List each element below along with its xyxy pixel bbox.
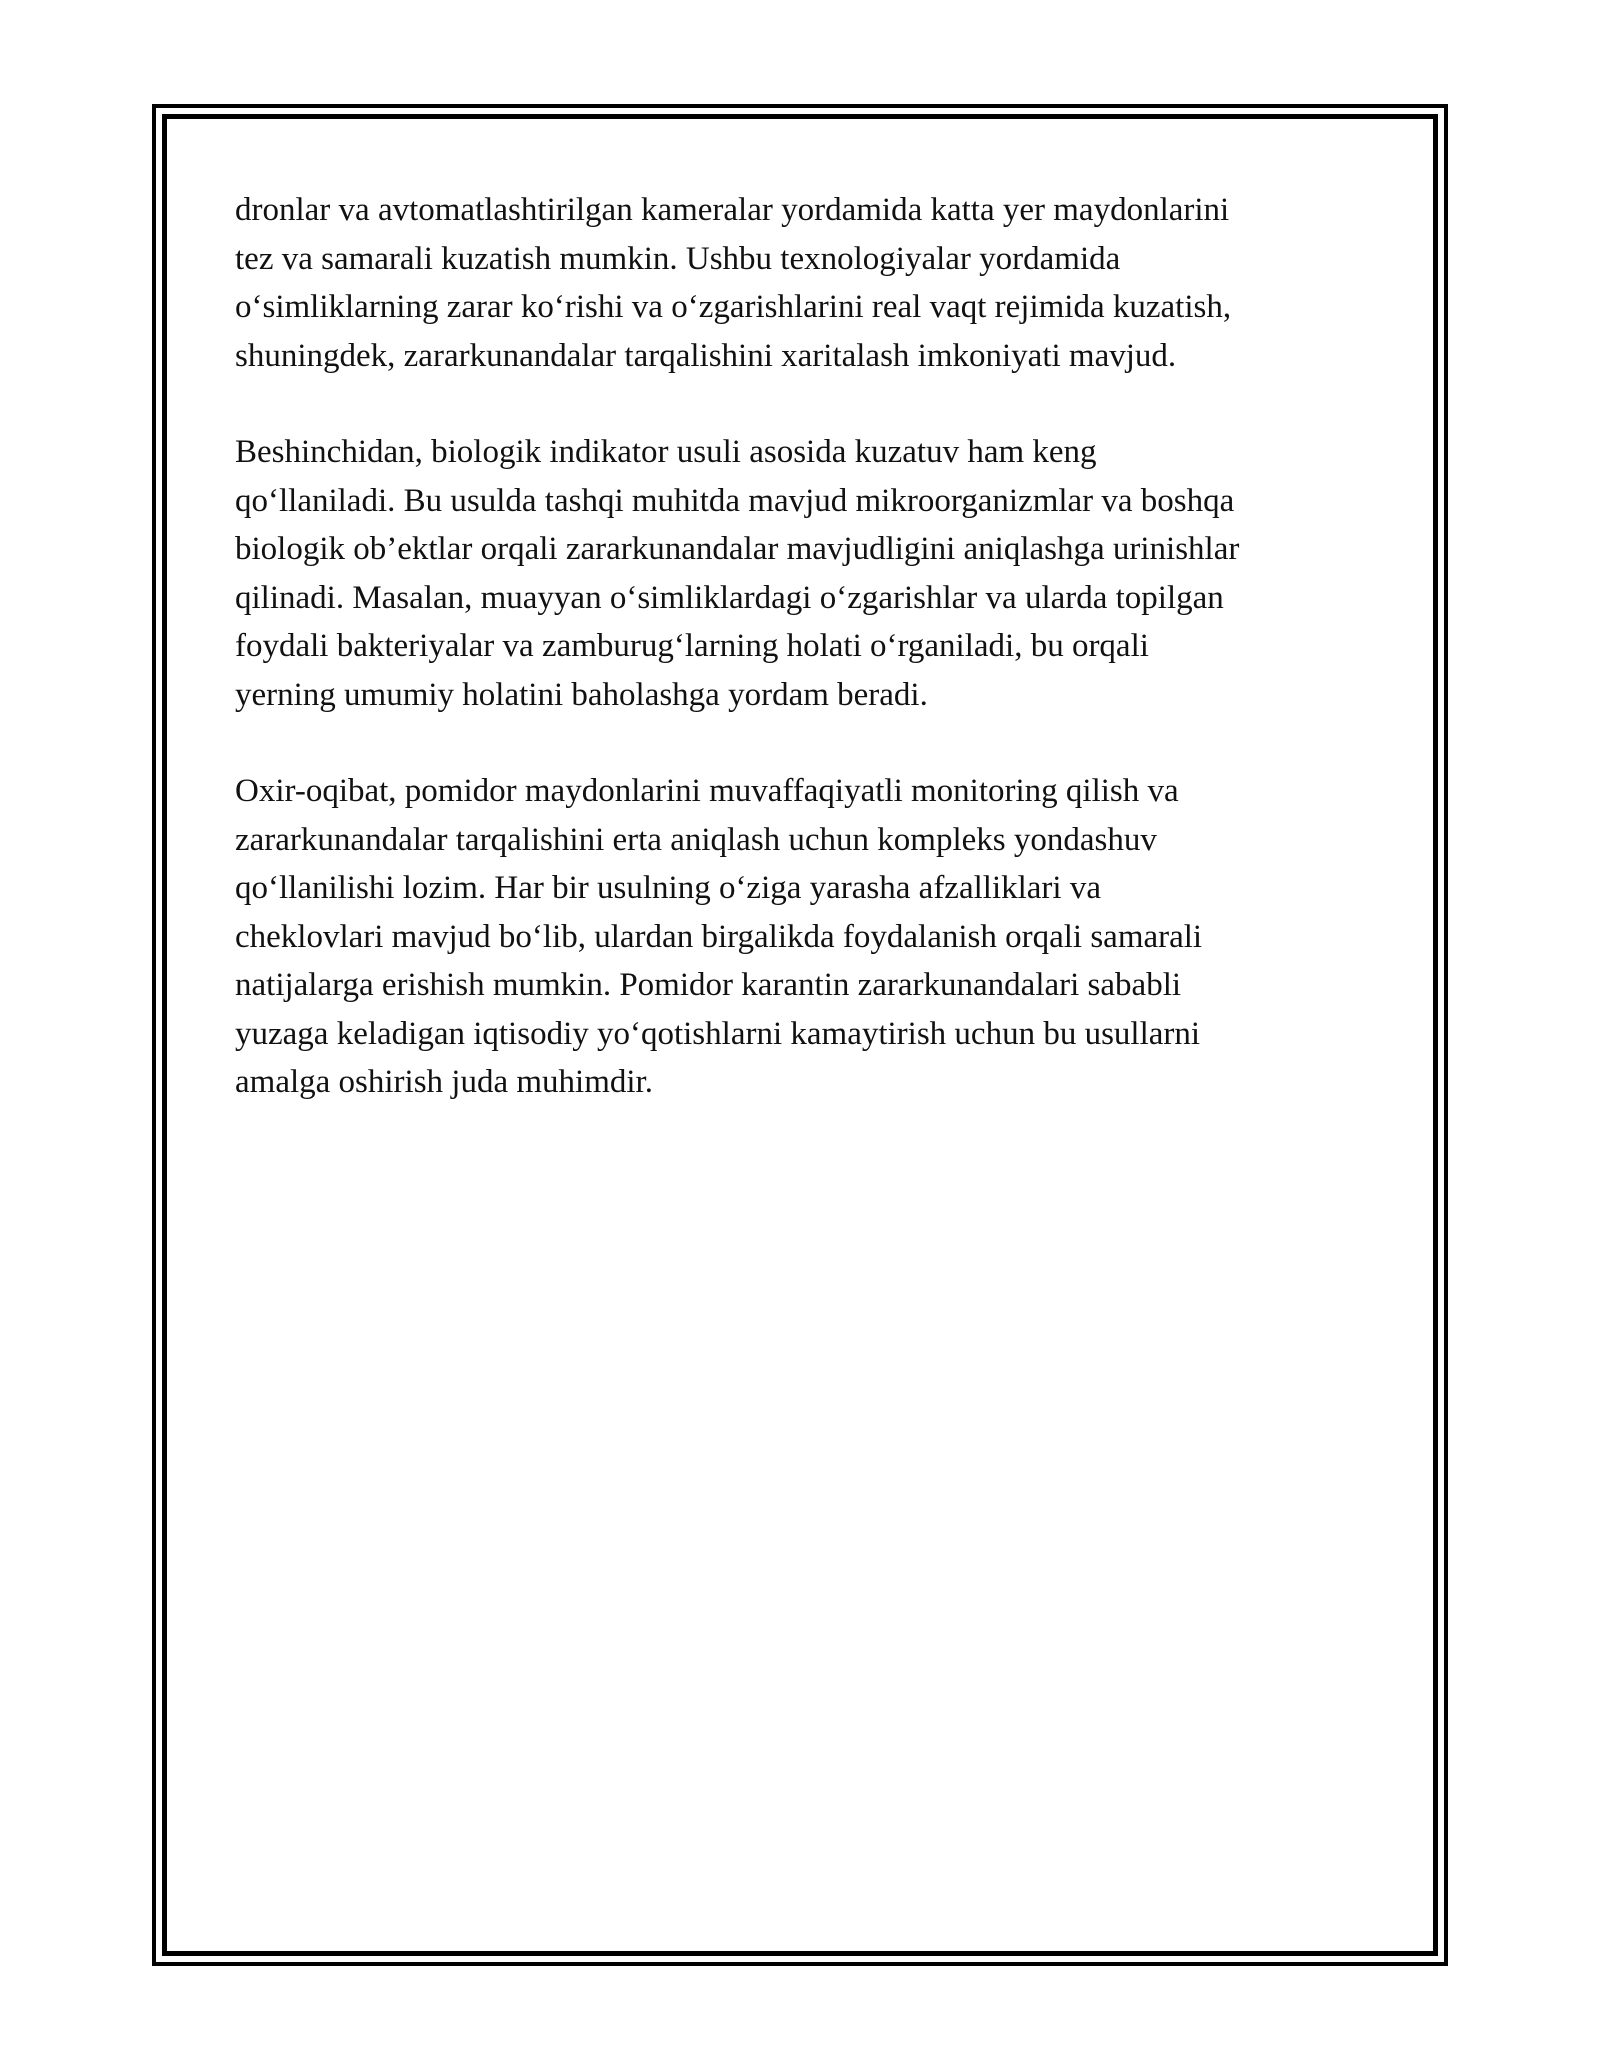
paragraph-3: Oxir-oqibat, pomidor maydonlarini muvaffaqiyatli monitoring qilish va zararkunandalar tarqalishini erta aniqlash uchun kompleks yondashuv qo‘llanilishi lozim. Har bir usulning o‘ziga yarasha afzalliklari va cheklovlari mavjud bo‘lib, ulardan birgalikda foydalanish orqali samarali natijalarga erishish mumkin. Pomidor karantin zararkunandalari sababli yuzaga keladigan iqtisodiy yo‘qotishlarni kamaytirish uchun bu usullarni amalga oshirish juda muhimdir. (235, 773, 1203, 1100)
paragraph-1: dronlar va avtomatlashtirilgan kameralar yordamida katta yer maydonlarini tez va samarali kuzatish mumkin. Ushbu texnologiyalar yordamida o‘simliklarning zarar ko‘rishi va o‘zgarishlarini real vaqt rejimida kuzatish, shuningdek, zararkunandalar tarqalishini xaritalash imkoniyati mavjud. (235, 192, 1232, 374)
document-body (235, 186, 1365, 1155)
paragraph-2: Beshinchidan, biologik indikator usuli asosida kuzatuv ham keng qo‘llaniladi. Bu usulda tashqi muhitda mavjud mikroorganizmlar va boshqa biologik ob’ektlar orqali zararkunandalar mavjudligini aniqlashga urinishlar qilinadi. Masalan, muayyan o‘simliklardagi o‘zgarishlar va ularda topilgan foydali bakteriyalar va zamburug‘larning holati o‘rganiladi, bu orqali yerning umumiy holatini baholashga yordam beradi. (235, 434, 1240, 713)
